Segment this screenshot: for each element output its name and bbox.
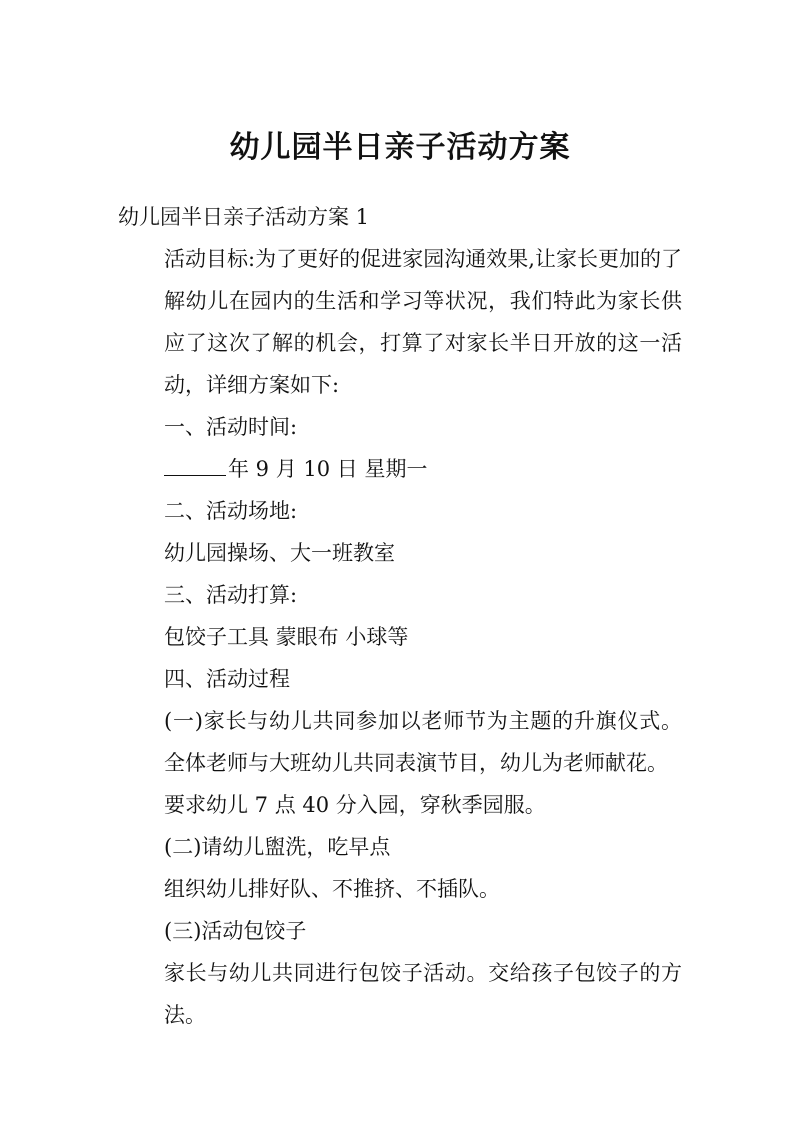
step-two-note: 组织幼儿排好队、不推挤、不插队。: [164, 877, 500, 901]
date-text: 年 9 月 10 日 星期一: [228, 457, 428, 481]
step-two-paragraph: (二)请幼儿盥洗，吃早点: [164, 835, 391, 859]
place-heading: 二、活动场地:: [164, 499, 298, 523]
preparation-heading: 三、活动打算:: [164, 583, 298, 607]
step-three-paragraph: (三)活动包饺子: [164, 919, 307, 943]
place-value: 幼儿园操场、大一班教室: [164, 541, 395, 565]
step-one-paragraph: (一)家长与幼儿共同参加以老师节为主题的升旗仪式。全体老师与大班幼儿共同表演节目，幼儿为老师献花。: [164, 709, 682, 775]
plan-subtitle: 幼儿园半日亲子活动方案 1: [118, 205, 370, 229]
page-title: 幼儿园半日亲子活动方案: [229, 130, 571, 165]
time-value: [118, 448, 682, 490]
year-blank-line: [164, 455, 226, 476]
preparation-value: 包饺子工具 蒙眼布 小球等: [164, 625, 409, 649]
process-heading: 四、活动过程: [164, 667, 290, 691]
step-three-note: 家长与幼儿共同进行包饺子活动。交给孩子包饺子的方法。: [164, 961, 682, 1027]
activity-goal-paragraph: 活动目标:为了更好的促进家园沟通效果,让家长更加的了解幼儿在园内的生活和学习等状况，我们特此为家长供应了这次了解的机会，打算了对家长半日开放的这一活动，详细方案如下:: [164, 247, 682, 397]
step-one-note: 要求幼儿 7 点 40 分入园，穿秋季园服。: [164, 793, 546, 817]
time-heading: 一、活动时间:: [164, 415, 298, 439]
